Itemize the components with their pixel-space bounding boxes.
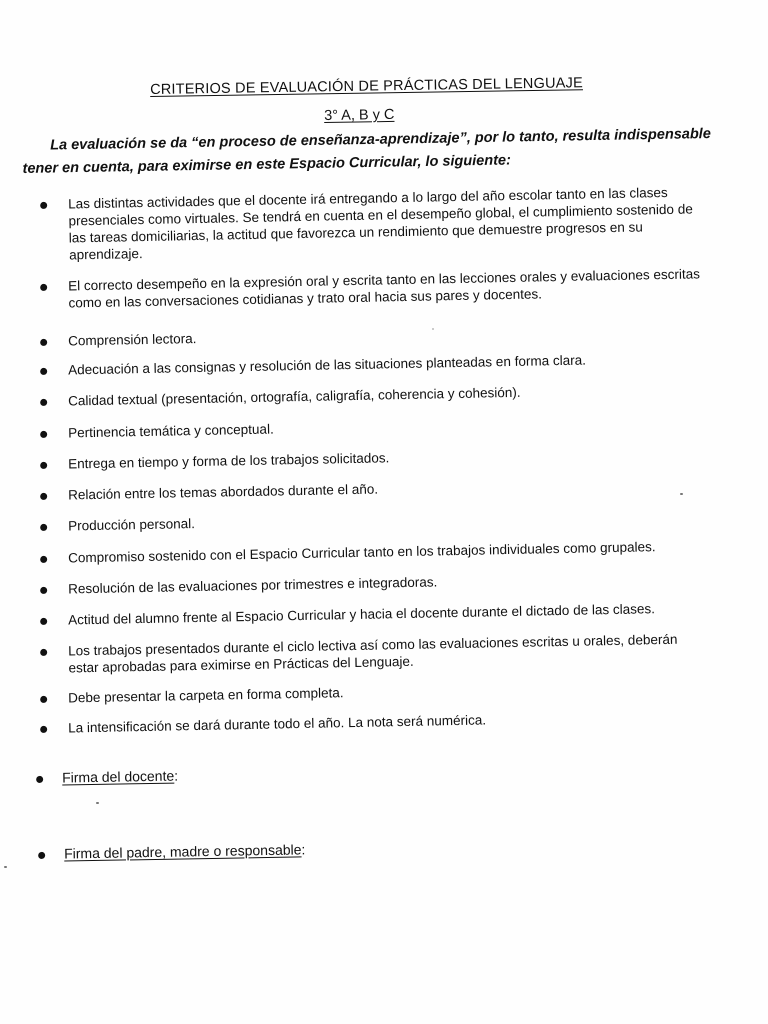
criteria-item (40, 537, 705, 567)
criteria-item-text: Debe presentar la carpeta en forma completa. (68, 685, 344, 706)
parent-signature-label: Firma del padre, madre o responsable (63, 841, 302, 862)
bullet-icon (40, 524, 47, 531)
criteria-item (40, 412, 705, 442)
bullet-icon (40, 368, 47, 375)
bullet-icon (40, 284, 47, 291)
criteria-item-text: Calidad textual (presentación, ortografía, caligrafía, coherencia y cohesión). (68, 384, 521, 409)
criteria-item-text: Pertinencia temática y conceptual. (68, 421, 274, 441)
criteria-item-text: Comprensión lectora. (68, 330, 197, 349)
criteria-item-text: Adecuación a las consignas y resolución de las situaciones planteadas en forma clara. (68, 352, 587, 378)
bullet-icon (40, 649, 47, 656)
signature-colon: : (301, 841, 306, 858)
bullet-icon (40, 399, 47, 406)
bullet-icon (40, 696, 47, 703)
signature-colon: : (174, 767, 179, 784)
scan-speck (96, 802, 99, 804)
bullet-icon (40, 431, 47, 438)
bullet-icon (40, 726, 47, 733)
criteria-item-text: Resolución de las evaluaciones por trimestres e integradoras. (68, 574, 438, 597)
parent-signature-line (38, 841, 305, 862)
criteria-item (40, 320, 705, 350)
scan-speck (680, 493, 683, 495)
bullet-icon (38, 852, 45, 859)
criteria-item (40, 474, 705, 504)
bullet-icon (40, 339, 47, 346)
bullet-icon (40, 462, 47, 469)
criteria-item-text: El correcto desempeño en la expresión oral y escrita tanto en las lecciones orales y evaluaciones escritas como en las conversaciones cotidianas y trato oral hacia sus pares y docentes. (68, 266, 701, 311)
bullet-icon (40, 587, 47, 594)
criteria-item-text: Relación entre los temas abordados durante el año. (68, 481, 379, 503)
intro-paragraph: La evaluación se da “en proceso de enseñanza-aprendizaje”, por lo tanto, resulta indispensable tener en cuenta, para eximirse en este Espacio Curricular, lo siguiente: (22, 125, 711, 177)
scan-speck (432, 328, 434, 330)
criteria-item (40, 380, 705, 410)
criteria-item (40, 599, 705, 629)
criteria-item-text: Entrega en tiempo y forma de los trabajos solicitados. (68, 450, 390, 472)
criteria-item (40, 707, 705, 737)
criteria-item (40, 568, 705, 598)
bullet-icon (40, 202, 47, 209)
criteria-item (40, 265, 706, 312)
criteria-item (40, 183, 706, 264)
criteria-item-text: Compromiso sostenido con el Espacio Curricular tanto en los trabajos individuales como grupales. (68, 539, 656, 566)
teacher-signature-line (36, 768, 178, 786)
teacher-signature-label: Firma del docente (61, 767, 175, 786)
bullet-icon (40, 493, 47, 500)
criteria-item (40, 443, 705, 473)
criteria-item (40, 677, 705, 707)
document-subtitle: 3° A, B y C (324, 106, 395, 124)
bullet-icon (36, 776, 43, 783)
criteria-item (40, 505, 705, 535)
scan-speck (4, 866, 7, 868)
criteria-item (40, 349, 705, 379)
criteria-item-text: Producción personal. (68, 516, 196, 534)
document-title: CRITERIOS DE EVALUACIÓN DE PRÁCTICAS DEL LENGUAJE (150, 75, 584, 98)
bullet-icon (40, 618, 47, 625)
criteria-item (40, 630, 706, 677)
bullet-icon (40, 556, 47, 563)
criteria-item-text: Las distintas actividades que el docente irá entregando a lo largo del año escolar tanto en las clases presenciales como virtuales. Se tendrá en cuenta en el desempeño global, el cumplimiento sostenido de las tareas domiciliarias, la actitud que favorezca un rendimiento que demuestre progresos en su aprendizaje. (68, 184, 693, 263)
criteria-item-text: Actitud del alumno frente al Espacio Curricular y hacia el docente durante el dictado de las clases. (68, 601, 656, 628)
criteria-item-text: Los trabajos presentados durante el ciclo lectiva así como las evaluaciones escritas u orales, deberán estar aprobadas para eximirse en Prácticas del Lenguaje. (68, 631, 678, 676)
criteria-item-text: La intensificación se dará durante todo el año. La nota será numérica. (68, 712, 487, 736)
